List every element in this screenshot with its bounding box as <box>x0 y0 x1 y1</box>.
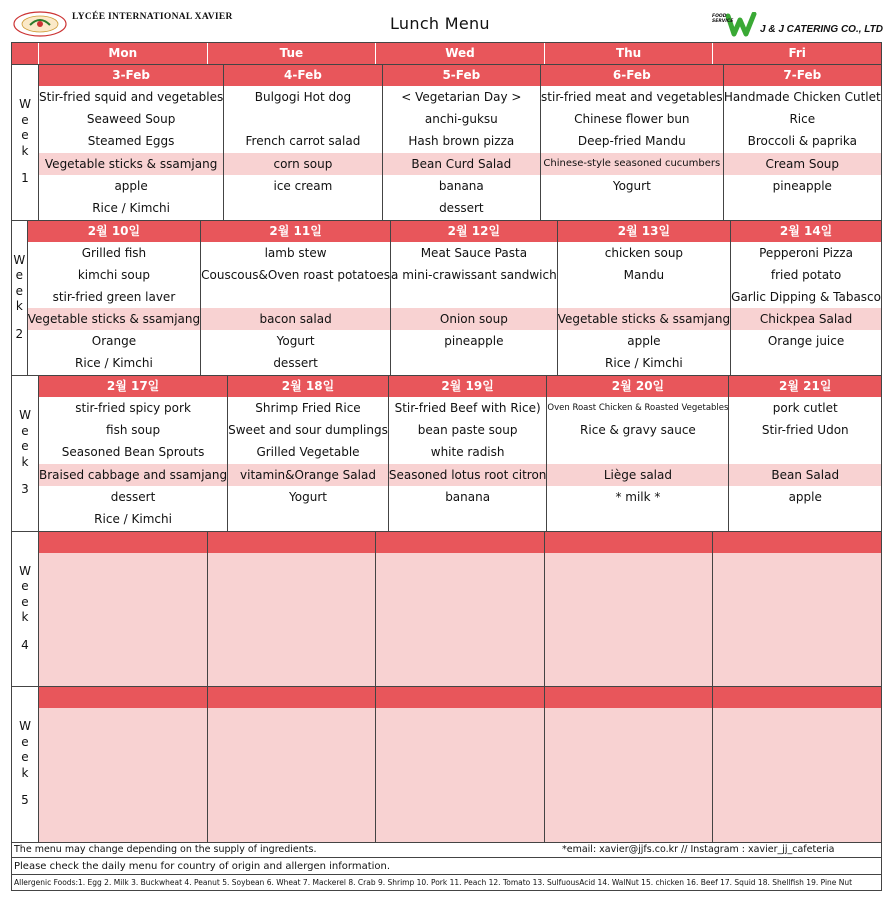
week-row-3 <box>12 375 881 531</box>
day-cell-fri <box>724 65 881 220</box>
menu-item: Bulgogi Hot dog <box>254 90 352 104</box>
empty-day-body <box>39 708 207 842</box>
week-label-letter: k <box>21 765 29 780</box>
weekday-mon: Mon <box>39 43 208 64</box>
menu-item: apple <box>788 489 822 504</box>
day-cell-thu <box>545 687 714 842</box>
week-number: 4 <box>21 637 29 652</box>
week-label-letter: k <box>15 299 23 313</box>
menu-change-notice: The menu may change depending on the supply of ingredients. <box>14 843 317 855</box>
menu-item: anchi-guksu <box>424 112 498 127</box>
menu-item <box>729 508 881 530</box>
menu-item <box>391 352 557 374</box>
weekday-wed: Wed <box>376 43 545 64</box>
week-label-letter: e <box>21 112 29 127</box>
menu-item: Steamed Eggs <box>87 134 175 149</box>
menu-item: Orange <box>91 334 137 349</box>
week-label-letter: W <box>19 719 31 733</box>
menu-item: apple <box>114 178 148 193</box>
menu-item: Couscous&Oven roast potatoes <box>201 267 391 282</box>
week-label-letter: e <box>21 423 29 438</box>
footer-notice-row <box>12 842 881 857</box>
week-number: 2 <box>15 326 24 341</box>
day-cell-fri <box>713 532 881 687</box>
menu-item: banana <box>438 178 484 193</box>
menu-item: ice cream <box>273 178 333 193</box>
day-cell-wed <box>376 687 545 842</box>
date-bar <box>376 532 544 553</box>
menu-item: banana <box>445 489 491 504</box>
menu-item: Liège salad <box>547 464 728 486</box>
menu-item: Seasoned lotus root citron <box>389 464 547 486</box>
weekday-fri: Fri <box>788 46 806 60</box>
menu-item: bean paste soup <box>417 423 518 438</box>
day-cell-mon <box>28 221 201 376</box>
menu-item: corn soup <box>224 153 381 175</box>
menu-item: Chickpea Salad <box>731 308 881 330</box>
empty-day-body <box>713 708 881 842</box>
week-number: 3 <box>21 482 29 496</box>
menu-item: Grilled Vegetable <box>256 445 360 460</box>
menu-item: Onion soup <box>391 308 557 330</box>
day-cell-mon <box>39 376 228 531</box>
menu-item: Chinese flower bun <box>574 112 690 127</box>
menu-item: Rice <box>789 112 816 127</box>
menu-item: Garlic Dipping & Tabasco <box>731 289 881 304</box>
week-row-4 <box>12 531 881 687</box>
day-cell-thu <box>547 376 729 531</box>
menu-item: Hash brown pizza <box>408 134 515 149</box>
menu-item: stir-fried meat and vegetables <box>541 90 723 104</box>
week-days <box>39 687 881 842</box>
week-row-5 <box>12 686 881 842</box>
menu-item: Cream Soup <box>724 153 881 175</box>
day-cell-mon <box>39 687 208 842</box>
menu-item: Shrimp Fried Rice <box>255 401 361 415</box>
menu-item: Stir-fried Beef with Rice) <box>394 401 541 415</box>
date-bar: 2월 21일 <box>729 376 881 397</box>
date-bar: 2월 14일 <box>731 221 881 242</box>
day-cell-mon <box>39 532 208 687</box>
menu-item <box>228 508 388 530</box>
menu-item <box>389 508 547 530</box>
week-label-letter: k <box>21 143 29 158</box>
week-label-letter: e <box>21 579 29 593</box>
empty-day-body <box>545 708 713 842</box>
menu-item: Seasoned Bean Sprouts <box>61 445 205 460</box>
week-number: 1 <box>21 171 29 185</box>
empty-day-body <box>376 553 544 687</box>
empty-day-body <box>376 708 544 842</box>
footer-allergen-row <box>12 874 881 890</box>
menu-item: Rice / Kimchi <box>75 356 153 371</box>
week-days <box>39 65 881 220</box>
menu-item <box>547 441 728 463</box>
menu-item: Rice / Kimchi <box>94 511 172 526</box>
week-label-letter: e <box>15 283 24 298</box>
menu-item: Vegetable sticks & ssamjang <box>28 308 200 330</box>
week-label <box>12 376 39 531</box>
date-bar: 3-Feb <box>39 65 223 86</box>
menu-item: Deep-fried Mandu <box>577 134 686 149</box>
caterer-name: J & J CATERING CO., LTD <box>760 23 883 35</box>
menu-item <box>391 286 557 308</box>
menu-item <box>201 286 390 308</box>
menu-item <box>224 197 381 219</box>
menu-item: Seaweed Soup <box>86 112 176 127</box>
week-label-letter: W <box>13 252 26 267</box>
menu-item: lamb stew <box>264 245 327 260</box>
date-bar: 2월 17일 <box>39 376 227 397</box>
menu-item <box>724 197 881 219</box>
menu-item <box>224 108 381 130</box>
week-number: 5 <box>21 793 29 807</box>
origin-allergen-notice: Please check the daily menu for country of origin and allergen information. <box>14 860 391 872</box>
menu-item: pineapple <box>772 178 832 193</box>
day-cell-wed <box>389 376 548 531</box>
menu-item: Broccoli & paprika <box>747 134 857 149</box>
date-bar <box>39 687 207 708</box>
menu-item: apple <box>627 334 661 349</box>
menu-item <box>541 197 723 219</box>
weeks-container <box>12 64 881 842</box>
date-bar: 2월 12일 <box>391 221 557 242</box>
date-bar: 2월 19일 <box>389 376 547 397</box>
school-name: LYCÉE INTERNATIONAL XAVIER <box>72 12 233 22</box>
week-label-letter: e <box>21 594 29 609</box>
menu-item: Yogurt <box>289 489 327 504</box>
menu-item <box>547 508 728 530</box>
caterer-logo-icon <box>712 12 758 38</box>
menu-item: Braised cabbage and ssamjang <box>39 464 227 486</box>
week-label <box>12 532 39 687</box>
caterer-badge: FOOD SERVICE <box>712 14 734 24</box>
menu-item: Sweet and sour dumplings <box>228 423 388 438</box>
date-bar: 2월 13일 <box>558 221 730 242</box>
week-label-letter: e <box>21 750 29 764</box>
day-cell-tue <box>228 376 389 531</box>
menu-item: < Vegetarian Day > <box>401 90 522 104</box>
date-bar: 2월 11일 <box>201 221 390 242</box>
menu-item: kimchi soup <box>77 267 150 282</box>
day-cell-tue <box>224 65 382 220</box>
week-label-letter: W <box>19 97 31 111</box>
date-bar <box>713 532 881 553</box>
menu-item: pork cutlet <box>772 401 838 415</box>
school-logo-icon <box>10 8 70 38</box>
menu-item: white radish <box>430 445 505 460</box>
menu-item: Rice & gravy sauce <box>580 423 696 438</box>
menu-item: Meat Sauce Pasta <box>420 245 528 260</box>
day-cell-thu <box>558 221 731 376</box>
day-cell-wed <box>376 532 545 687</box>
date-bar: 2월 10일 <box>28 221 200 242</box>
empty-day-body <box>208 553 376 687</box>
date-bar <box>208 687 376 708</box>
date-bar: 7-Feb <box>724 65 881 86</box>
week-days <box>28 221 881 376</box>
menu-item: Grilled fish <box>81 245 147 260</box>
menu-item: Rice / Kimchi <box>92 200 170 215</box>
day-cell-fri <box>729 376 881 531</box>
day-cell-tue <box>201 221 391 376</box>
menu-item: fish soup <box>106 423 161 438</box>
menu-item: dessert <box>110 489 156 504</box>
day-cell-fri <box>713 687 881 842</box>
date-bar: 5-Feb <box>383 65 540 86</box>
date-bar: 4-Feb <box>224 65 381 86</box>
menu-item: Vegetable sticks & ssamjang <box>558 308 730 330</box>
week-label <box>12 65 39 220</box>
week-days <box>39 376 881 531</box>
menu-item: stir-fried green laver <box>52 289 176 304</box>
week-label-letter: k <box>21 610 29 624</box>
date-bar <box>713 687 881 708</box>
menu-item: * milk * <box>615 489 661 504</box>
week-row-2 <box>12 220 881 376</box>
menu-item: Chinese-style seasoned cucumbers <box>541 153 723 175</box>
week-label-letter: e <box>21 734 29 749</box>
menu-item: Bean Salad <box>729 464 881 486</box>
empty-day-body <box>208 708 376 842</box>
day-cell-mon <box>39 65 224 220</box>
week-label-letter: e <box>15 268 24 282</box>
weekday-tue: Tue <box>208 43 377 64</box>
menu-grid <box>11 42 882 891</box>
menu-item: fried potato <box>770 267 842 282</box>
menu-item: Orange juice <box>767 334 845 349</box>
week-row-1 <box>12 64 881 220</box>
menu-item: dessert <box>439 200 484 215</box>
date-bar <box>545 687 713 708</box>
week-label-letter: W <box>19 408 31 422</box>
week-label <box>12 221 28 376</box>
date-bar <box>545 532 713 553</box>
menu-item: stir-fried spicy pork <box>75 401 191 415</box>
menu-item: Mandu <box>623 267 665 282</box>
contact-info: *email: xavier@jjfs.co.kr // Instagram : xavier_jj_cafeteria <box>562 843 835 855</box>
week-label-letter: W <box>19 563 31 578</box>
day-cell-wed <box>391 221 558 376</box>
week-label-letter: k <box>21 454 29 469</box>
day-cell-fri <box>731 221 881 376</box>
footer-check-row <box>12 857 881 874</box>
menu-item: French carrot salad <box>245 134 361 149</box>
week-label <box>12 687 39 842</box>
date-bar <box>376 687 544 708</box>
menu-item <box>558 286 730 308</box>
day-cell-tue <box>208 687 377 842</box>
header-corner <box>12 43 39 64</box>
empty-day-body <box>39 553 207 687</box>
menu-item: chicken soup <box>604 245 684 260</box>
menu-item: vitamin&Orange Salad <box>228 464 388 486</box>
week-label-letter: e <box>21 439 29 453</box>
weekday-header-row <box>12 43 881 64</box>
menu-item: bacon salad <box>201 308 390 330</box>
date-bar <box>208 532 376 553</box>
menu-item: Stir-fried Udon <box>761 423 849 438</box>
menu-item: Yogurt <box>276 334 315 349</box>
menu-item: pineapple <box>444 334 504 349</box>
menu-item: a mini-crawissant sandwich <box>391 267 557 282</box>
empty-day-body <box>713 553 881 687</box>
menu-item <box>729 441 881 463</box>
menu-item: Bean Curd Salad <box>383 153 540 175</box>
week-days <box>39 532 881 687</box>
date-bar: 2월 20일 <box>547 376 728 397</box>
date-bar <box>39 532 207 553</box>
date-bar: 6-Feb <box>541 65 723 86</box>
empty-day-body <box>545 553 713 687</box>
menu-item: Yogurt <box>612 178 651 193</box>
weekday-thu: Thu <box>545 43 714 64</box>
caterer-branding <box>712 12 883 38</box>
menu-item: dessert <box>273 356 318 371</box>
day-cell-thu <box>545 532 714 687</box>
school-branding <box>10 8 233 38</box>
page-title: Lunch Menu <box>390 14 490 33</box>
menu-item: Oven Roast Chicken & Roasted Vegetables <box>547 403 729 413</box>
page-header <box>0 0 891 42</box>
date-bar: 2월 18일 <box>228 376 388 397</box>
menu-item: Rice / Kimchi <box>605 356 683 371</box>
day-cell-wed <box>383 65 541 220</box>
day-cell-thu <box>541 65 724 220</box>
menu-item: Handmade Chicken Cutlet <box>723 90 881 104</box>
menu-item: Vegetable sticks & ssamjang <box>39 153 223 175</box>
week-label-letter: e <box>21 128 29 142</box>
allergen-list: Allergenic Foods:1. Egg 2. Milk 3. Buckwheat 4. Peanut 5. Soybean 6. Wheat 7. Mackerel 8. Crab 9. Shrimp 10. Pork 11. Peach 12. Tomato 13. SulfuousAcid 14. WalNut 15. chicken 16. Beef 17. Squid 18. Shellfish 19. Pine Nut <box>14 877 853 887</box>
menu-item: Pepperoni Pizza <box>759 245 853 260</box>
menu-item: Stir-fried squid and vegetables <box>39 90 224 104</box>
menu-item <box>731 352 881 374</box>
day-cell-tue <box>208 532 377 687</box>
